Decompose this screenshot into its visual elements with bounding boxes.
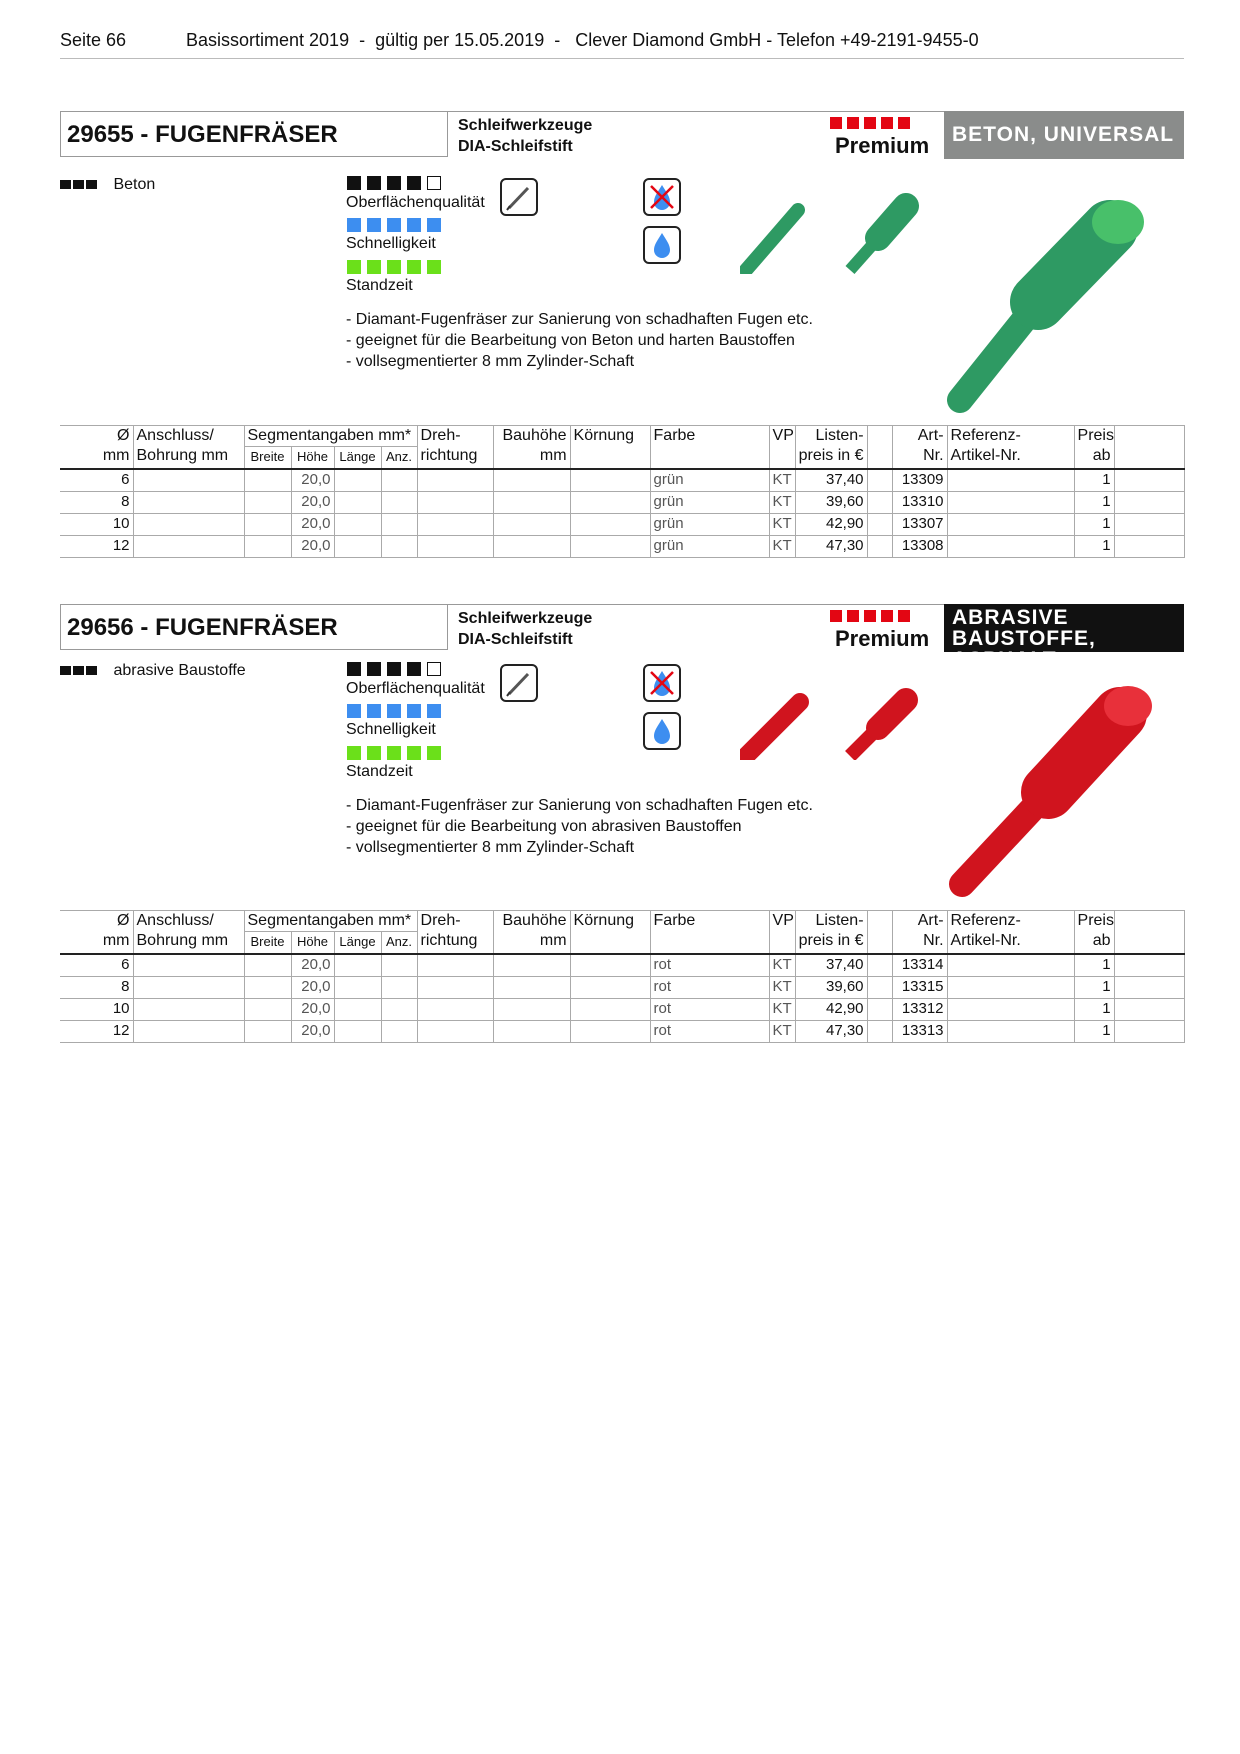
cell-diameter: 12 xyxy=(60,1020,133,1042)
col-seg-length: Länge xyxy=(334,932,381,954)
cell-vp: KT xyxy=(769,976,795,998)
premium-square xyxy=(898,117,910,129)
premium-label: Premium xyxy=(835,626,930,651)
premium-square xyxy=(830,610,842,622)
application-badge xyxy=(944,604,1184,671)
cell-height: 20,0 xyxy=(291,491,334,513)
cell-vp: KT xyxy=(769,535,795,557)
table-row xyxy=(60,1020,1184,1042)
badge-line: ASPHALT xyxy=(952,648,1057,671)
product-image-medium xyxy=(842,188,922,274)
pencil-tool-icon xyxy=(500,664,538,702)
product-image-medium xyxy=(842,680,922,760)
product-header-29655 xyxy=(60,111,1184,159)
pencil-tool-icon xyxy=(500,178,538,216)
col-rotation: Dreh- richtung xyxy=(417,911,493,954)
category-main: Schleifwerkzeuge xyxy=(458,117,593,134)
cell-price: 47,30 xyxy=(795,1020,867,1042)
material-label: Beton xyxy=(113,176,156,193)
cell-color: grün xyxy=(650,469,769,492)
header-info: Basissortiment 2019 - gültig per 15.05.2019 - Clever Diamond GmbH - Telefon +49-2191-9455-0 xyxy=(186,30,979,50)
col-rotation: Dreh- richtung xyxy=(417,426,493,469)
col-empty xyxy=(867,426,892,469)
col-seg-count: Anz. xyxy=(381,447,417,469)
cell-vp: KT xyxy=(769,998,795,1020)
rating-surface-quality xyxy=(347,176,447,190)
no-water-icon xyxy=(643,178,681,216)
description-line: - Diamant-Fugenfräser zur Sanierung von schadhaften Fugen etc. xyxy=(346,311,813,328)
cell-vp: KT xyxy=(769,513,795,535)
col-build-height: Bauhöhe mm xyxy=(493,426,570,469)
product-image-small xyxy=(740,198,810,274)
category-sub: DIA-Schleifstift xyxy=(458,138,573,155)
rating-lifetime xyxy=(347,260,447,274)
cell-art: 13310 xyxy=(892,491,947,513)
category xyxy=(458,608,592,650)
no-water-icon xyxy=(643,664,681,702)
premium-label: Premium xyxy=(835,133,930,158)
premium-square xyxy=(847,117,859,129)
product-title: 29656 - FUGENFRÄSER xyxy=(60,604,448,650)
premium-square xyxy=(830,117,842,129)
product-header-29656 xyxy=(60,604,1184,671)
page-number: Seite 66 xyxy=(60,30,127,50)
rating-lifetime xyxy=(347,746,447,760)
cell-color: grün xyxy=(650,535,769,557)
col-price: Listen- preis in € xyxy=(795,426,867,469)
product-image-large xyxy=(940,672,1160,902)
col-art: Art- Nr. xyxy=(892,911,947,954)
rating-speed xyxy=(347,218,447,232)
premium-square xyxy=(864,117,876,129)
product-image-small xyxy=(740,684,820,760)
col-diameter: Ø mm xyxy=(60,426,133,469)
category xyxy=(458,115,592,157)
spec-table xyxy=(60,425,1185,558)
table-row xyxy=(60,491,1184,513)
table-row xyxy=(60,469,1184,492)
cell-price-from: 1 xyxy=(1074,998,1114,1020)
premium-square xyxy=(881,117,893,129)
description-line: - geeignet für die Bearbeitung von abrasiven Baustoffen xyxy=(346,818,742,835)
cell-art: 13314 xyxy=(892,954,947,977)
cell-art: 13308 xyxy=(892,535,947,557)
cell-height: 20,0 xyxy=(291,998,334,1020)
rating-surface-quality xyxy=(347,662,447,676)
cell-art: 13307 xyxy=(892,513,947,535)
water-drop-icon xyxy=(643,226,681,264)
badge-line: ABRASIVE BAUSTOFFE, xyxy=(952,606,1096,650)
cell-vp: KT xyxy=(769,491,795,513)
cell-diameter: 8 xyxy=(60,976,133,998)
description-line: - Diamant-Fugenfräser zur Sanierung von schadhaften Fugen etc. xyxy=(346,797,813,814)
cell-art: 13313 xyxy=(892,1020,947,1042)
cell-diameter: 12 xyxy=(60,535,133,557)
description-line: - vollsegmentierter 8 mm Zylinder-Schaft xyxy=(346,353,635,370)
rating-label: Oberflächenqualität xyxy=(346,194,485,211)
water-drop-icon xyxy=(643,712,681,750)
description-line: - geeignet für die Bearbeitung von Beton und harten Baustoffen xyxy=(346,332,795,349)
cell-color: rot xyxy=(650,976,769,998)
col-seg-count: Anz. xyxy=(381,932,417,954)
rating-label: Oberflächenqualität xyxy=(346,680,485,697)
col-seg-width: Breite xyxy=(244,932,291,954)
table-row xyxy=(60,535,1184,557)
cell-price-from: 1 xyxy=(1074,954,1114,977)
cell-height: 20,0 xyxy=(291,469,334,492)
col-seg-length: Länge xyxy=(334,447,381,469)
col-grit: Körnung xyxy=(570,426,650,469)
col-seg-height: Höhe xyxy=(291,932,334,954)
product-description xyxy=(346,309,813,372)
cell-price-from: 1 xyxy=(1074,976,1114,998)
cell-price: 42,90 xyxy=(795,998,867,1020)
premium-square xyxy=(881,610,893,622)
product-image-large xyxy=(940,200,1150,420)
material-info xyxy=(60,662,246,680)
col-color: Farbe xyxy=(650,911,769,954)
premium-square xyxy=(847,610,859,622)
material-label: abrasive Baustoffe xyxy=(113,662,246,679)
col-ref: Referenz- Artikel-Nr. xyxy=(947,426,1074,469)
product-description xyxy=(346,795,813,858)
cell-price: 47,30 xyxy=(795,535,867,557)
material-info xyxy=(60,176,155,194)
cell-art: 13312 xyxy=(892,998,947,1020)
col-color: Farbe xyxy=(650,426,769,469)
col-seg-height: Höhe xyxy=(291,447,334,469)
col-segment: Segmentangaben mm* xyxy=(244,426,417,447)
cell-vp: KT xyxy=(769,469,795,492)
cell-art: 13309 xyxy=(892,469,947,492)
cell-price-from: 1 xyxy=(1074,1020,1114,1042)
col-diameter: Ø mm xyxy=(60,911,133,954)
cell-price-from: 1 xyxy=(1074,491,1114,513)
cell-color: rot xyxy=(650,1020,769,1042)
cell-price: 37,40 xyxy=(795,469,867,492)
cell-vp: KT xyxy=(769,1020,795,1042)
cell-color: grün xyxy=(650,491,769,513)
product-title: 29655 - FUGENFRÄSER xyxy=(60,111,448,157)
cell-price: 42,90 xyxy=(795,513,867,535)
table-row xyxy=(60,954,1184,977)
rating-label: Schnelligkeit xyxy=(346,235,436,252)
application-badge: BETON, UNIVERSAL xyxy=(944,111,1184,159)
rating-label: Standzeit xyxy=(346,277,413,294)
col-price: Listen- preis in € xyxy=(795,911,867,954)
col-ref: Referenz- Artikel-Nr. xyxy=(947,911,1074,954)
table-row xyxy=(60,998,1184,1020)
col-empty xyxy=(1114,426,1184,469)
cell-height: 20,0 xyxy=(291,954,334,977)
cell-diameter: 8 xyxy=(60,491,133,513)
premium-square xyxy=(864,610,876,622)
table-row xyxy=(60,976,1184,998)
cell-price-from: 1 xyxy=(1074,535,1114,557)
cell-art: 13315 xyxy=(892,976,947,998)
col-build-height: Bauhöhe mm xyxy=(493,911,570,954)
cell-vp: KT xyxy=(769,954,795,977)
col-grit: Körnung xyxy=(570,911,650,954)
col-vp: VP xyxy=(769,911,795,954)
col-art: Art- Nr. xyxy=(892,426,947,469)
cell-price: 37,40 xyxy=(795,954,867,977)
cell-price: 39,60 xyxy=(795,976,867,998)
col-empty xyxy=(867,911,892,954)
cell-height: 20,0 xyxy=(291,535,334,557)
header-divider xyxy=(60,58,1184,59)
cell-color: rot xyxy=(650,998,769,1020)
description-line: - vollsegmentierter 8 mm Zylinder-Schaft xyxy=(346,839,635,856)
cell-height: 20,0 xyxy=(291,1020,334,1042)
cell-height: 20,0 xyxy=(291,976,334,998)
cell-height: 20,0 xyxy=(291,513,334,535)
category-main: Schleifwerkzeuge xyxy=(458,610,593,627)
category-sub: DIA-Schleifstift xyxy=(458,631,573,648)
cell-price-from: 1 xyxy=(1074,469,1114,492)
cell-diameter: 10 xyxy=(60,998,133,1020)
spec-table xyxy=(60,910,1185,1043)
cell-color: rot xyxy=(650,954,769,977)
premium-square xyxy=(898,610,910,622)
rating-speed xyxy=(347,704,447,718)
col-connection: Anschluss/ Bohrung mm xyxy=(133,426,244,469)
cell-color: grün xyxy=(650,513,769,535)
col-segment: Segmentangaben mm* xyxy=(244,911,417,932)
cell-price: 39,60 xyxy=(795,491,867,513)
col-seg-width: Breite xyxy=(244,447,291,469)
cell-diameter: 10 xyxy=(60,513,133,535)
rating-label: Standzeit xyxy=(346,763,413,780)
table-row xyxy=(60,513,1184,535)
cell-price-from: 1 xyxy=(1074,513,1114,535)
rating-label: Schnelligkeit xyxy=(346,721,436,738)
cell-diameter: 6 xyxy=(60,954,133,977)
col-vp: VP xyxy=(769,426,795,469)
col-connection: Anschluss/ Bohrung mm xyxy=(133,911,244,954)
cell-diameter: 6 xyxy=(60,469,133,492)
col-empty xyxy=(1114,911,1184,954)
col-price-from: Preis ab xyxy=(1074,426,1114,469)
col-price-from: Preis ab xyxy=(1074,911,1114,954)
